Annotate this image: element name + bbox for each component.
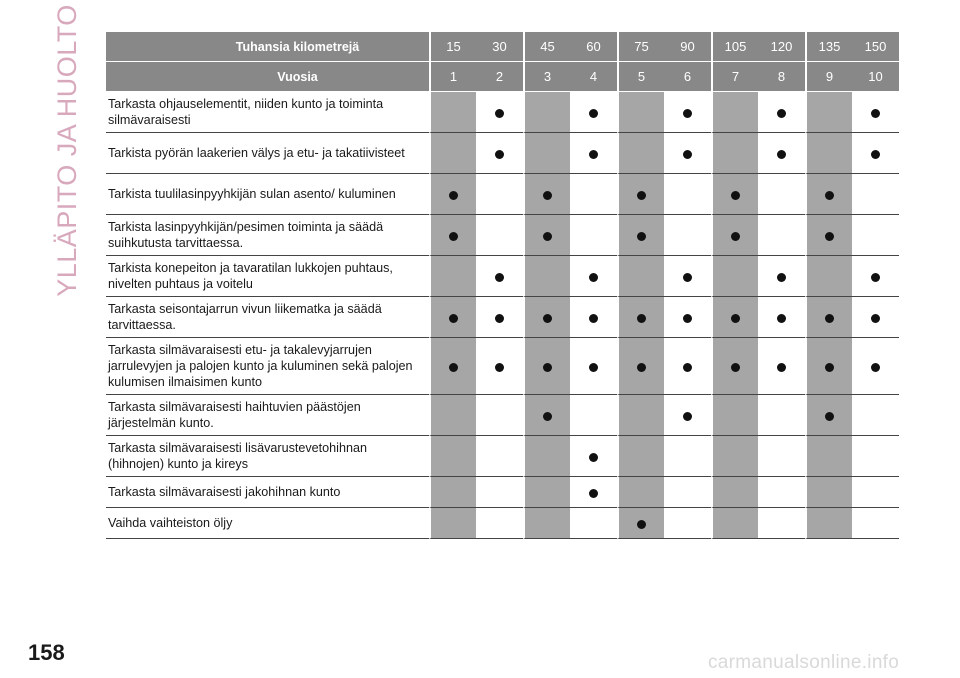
- scheduled-mark-icon: [637, 520, 646, 529]
- interval-cell: [429, 436, 476, 477]
- row-description: Tarkasta ohjauselementit, niiden kunto ja toiminta silmävaraisesti: [106, 92, 429, 133]
- header-km-cell: 150: [852, 32, 899, 62]
- interval-cell: [570, 174, 617, 215]
- interval-cell: [664, 133, 711, 174]
- table-row: [106, 215, 899, 256]
- header-year-cell: 4: [570, 62, 617, 92]
- interval-cell: [570, 133, 617, 174]
- header-row-years: [106, 62, 899, 92]
- scheduled-mark-icon: [637, 191, 646, 200]
- header-year-cell: 9: [805, 62, 852, 92]
- interval-cell: [758, 92, 805, 133]
- interval-cell: [570, 256, 617, 297]
- interval-cell: [429, 256, 476, 297]
- interval-cell: [805, 133, 852, 174]
- page-number: 158: [28, 640, 65, 665]
- interval-cell: [476, 174, 523, 215]
- interval-cell: [852, 92, 899, 133]
- interval-cell: [476, 256, 523, 297]
- scheduled-mark-icon: [637, 314, 646, 323]
- interval-cell: [523, 508, 570, 539]
- interval-cell: [852, 297, 899, 338]
- interval-cell: [758, 436, 805, 477]
- interval-cell: [711, 477, 758, 508]
- interval-cell: [570, 395, 617, 436]
- interval-cell: [852, 338, 899, 395]
- scheduled-mark-icon: [825, 314, 834, 323]
- scheduled-mark-icon: [683, 109, 692, 118]
- interval-cell: [852, 256, 899, 297]
- scheduled-mark-icon: [825, 232, 834, 241]
- interval-cell: [711, 508, 758, 539]
- header-year-cell: 10: [852, 62, 899, 92]
- interval-cell: [711, 133, 758, 174]
- interval-cell: [476, 477, 523, 508]
- interval-cell: [758, 133, 805, 174]
- header-km-cell: 75: [617, 32, 664, 62]
- row-description: Tarkasta silmävaraisesti lisävarustevetohihnan (hihnojen) kunto ja kireys: [106, 436, 429, 477]
- scheduled-mark-icon: [589, 109, 598, 118]
- interval-cell: [617, 133, 664, 174]
- interval-cell: [523, 338, 570, 395]
- table-row: [106, 477, 899, 508]
- interval-cell: [429, 395, 476, 436]
- interval-cell: [617, 92, 664, 133]
- interval-cell: [852, 477, 899, 508]
- scheduled-mark-icon: [683, 273, 692, 282]
- interval-cell: [523, 133, 570, 174]
- row-description: Vaihda vaihteiston öljy: [106, 508, 429, 539]
- interval-cell: [429, 174, 476, 215]
- header-km-cell: 90: [664, 32, 711, 62]
- interval-cell: [805, 508, 852, 539]
- scheduled-mark-icon: [683, 412, 692, 421]
- scheduled-mark-icon: [777, 150, 786, 159]
- interval-cell: [617, 174, 664, 215]
- scheduled-mark-icon: [495, 109, 504, 118]
- scheduled-mark-icon: [871, 273, 880, 282]
- interval-cell: [523, 297, 570, 338]
- interval-cell: [570, 92, 617, 133]
- interval-cell: [758, 508, 805, 539]
- interval-cell: [570, 338, 617, 395]
- interval-cell: [617, 477, 664, 508]
- scheduled-mark-icon: [825, 363, 834, 372]
- scheduled-mark-icon: [589, 273, 598, 282]
- scheduled-mark-icon: [449, 232, 458, 241]
- interval-cell: [570, 477, 617, 508]
- scheduled-mark-icon: [683, 314, 692, 323]
- interval-cell: [805, 256, 852, 297]
- table-row: [106, 256, 899, 297]
- table-row: [106, 297, 899, 338]
- scheduled-mark-icon: [825, 412, 834, 421]
- interval-cell: [617, 508, 664, 539]
- scheduled-mark-icon: [777, 273, 786, 282]
- header-years-label: Vuosia: [106, 62, 429, 92]
- interval-cell: [617, 215, 664, 256]
- interval-cell: [805, 92, 852, 133]
- interval-cell: [805, 395, 852, 436]
- interval-cell: [711, 174, 758, 215]
- interval-cell: [617, 256, 664, 297]
- row-description: Tarkasta silmävaraisesti etu- ja takalevyjarrujen jarrulevyjen ja palojen kunto ja kuluminen sekä palojen kulumisen ilmaisimen kunto: [106, 338, 429, 395]
- scheduled-mark-icon: [543, 314, 552, 323]
- header-row-kilometers: [106, 32, 899, 62]
- header-year-cell: 5: [617, 62, 664, 92]
- row-description: Tarkasta silmävaraisesti haihtuvien päästöjen järjestelmän kunto.: [106, 395, 429, 436]
- scheduled-mark-icon: [871, 363, 880, 372]
- interval-cell: [523, 174, 570, 215]
- header-year-cell: 2: [476, 62, 523, 92]
- scheduled-mark-icon: [683, 150, 692, 159]
- interval-cell: [805, 215, 852, 256]
- interval-cell: [805, 338, 852, 395]
- interval-cell: [476, 297, 523, 338]
- table-row: [106, 174, 899, 215]
- section-title-text: YLLÄPITO JA HUOLTO: [51, 3, 82, 297]
- interval-cell: [429, 92, 476, 133]
- row-description: Tarkista lasinpyyhkijän/pesimen toiminta ja säädä suihkutusta tarvittaessa.: [106, 215, 429, 256]
- header-km-cell: 45: [523, 32, 570, 62]
- interval-cell: [523, 256, 570, 297]
- scheduled-mark-icon: [495, 150, 504, 159]
- interval-cell: [476, 92, 523, 133]
- interval-cell: [711, 256, 758, 297]
- interval-cell: [711, 395, 758, 436]
- header-km-cell: 135: [805, 32, 852, 62]
- interval-cell: [852, 508, 899, 539]
- row-description: Tarkasta silmävaraisesti jakohihnan kunto: [106, 477, 429, 508]
- table-row: [106, 338, 899, 395]
- scheduled-mark-icon: [543, 191, 552, 200]
- scheduled-mark-icon: [589, 150, 598, 159]
- interval-cell: [852, 436, 899, 477]
- header-km-cell: 60: [570, 32, 617, 62]
- table-row: [106, 92, 899, 133]
- scheduled-mark-icon: [777, 109, 786, 118]
- interval-cell: [852, 133, 899, 174]
- interval-cell: [758, 338, 805, 395]
- scheduled-mark-icon: [449, 314, 458, 323]
- scheduled-mark-icon: [637, 363, 646, 372]
- header-km-cell: 30: [476, 32, 523, 62]
- scheduled-mark-icon: [637, 232, 646, 241]
- interval-cell: [617, 297, 664, 338]
- interval-cell: [570, 436, 617, 477]
- interval-cell: [664, 297, 711, 338]
- scheduled-mark-icon: [589, 453, 598, 462]
- scheduled-mark-icon: [731, 314, 740, 323]
- scheduled-mark-icon: [731, 363, 740, 372]
- interval-cell: [429, 477, 476, 508]
- interval-cell: [664, 256, 711, 297]
- scheduled-mark-icon: [589, 363, 598, 372]
- header-km-cell: 105: [711, 32, 758, 62]
- interval-cell: [570, 297, 617, 338]
- interval-cell: [805, 174, 852, 215]
- header-year-cell: 1: [429, 62, 476, 92]
- interval-cell: [664, 215, 711, 256]
- interval-cell: [664, 92, 711, 133]
- interval-cell: [523, 436, 570, 477]
- schedule-body: [106, 92, 899, 539]
- interval-cell: [852, 215, 899, 256]
- scheduled-mark-icon: [731, 232, 740, 241]
- scheduled-mark-icon: [589, 489, 598, 498]
- scheduled-mark-icon: [683, 363, 692, 372]
- scheduled-mark-icon: [449, 363, 458, 372]
- interval-cell: [429, 338, 476, 395]
- interval-cell: [711, 215, 758, 256]
- scheduled-mark-icon: [543, 412, 552, 421]
- interval-cell: [805, 436, 852, 477]
- interval-cell: [523, 92, 570, 133]
- interval-cell: [476, 395, 523, 436]
- table-row: [106, 436, 899, 477]
- interval-cell: [617, 395, 664, 436]
- interval-cell: [429, 508, 476, 539]
- scheduled-mark-icon: [543, 232, 552, 241]
- interval-cell: [476, 508, 523, 539]
- interval-cell: [852, 174, 899, 215]
- interval-cell: [664, 174, 711, 215]
- interval-cell: [664, 338, 711, 395]
- interval-cell: [429, 133, 476, 174]
- scheduled-mark-icon: [495, 273, 504, 282]
- row-description: Tarkista konepeiton ja tavaratilan lukkojen puhtaus, nivelten puhtaus ja voitelu: [106, 256, 429, 297]
- watermark-text: carmanualsonline.info: [708, 652, 900, 673]
- section-side-title: [50, 3, 84, 297]
- row-description: Tarkasta seisontajarrun vivun liikematka ja säädä tarvittaessa.: [106, 297, 429, 338]
- header-year-cell: 6: [664, 62, 711, 92]
- interval-cell: [617, 436, 664, 477]
- scheduled-mark-icon: [825, 191, 834, 200]
- interval-cell: [664, 395, 711, 436]
- header-km-cell: 120: [758, 32, 805, 62]
- header-km-cell: 15: [429, 32, 476, 62]
- interval-cell: [476, 338, 523, 395]
- table-row: [106, 508, 899, 539]
- interval-cell: [476, 436, 523, 477]
- interval-cell: [429, 297, 476, 338]
- scheduled-mark-icon: [495, 314, 504, 323]
- header-km-label: Tuhansia kilometrejä: [106, 32, 429, 62]
- interval-cell: [570, 508, 617, 539]
- row-description: Tarkista tuulilasinpyyhkijän sulan asento/ kuluminen: [106, 174, 429, 215]
- interval-cell: [758, 215, 805, 256]
- scheduled-mark-icon: [449, 191, 458, 200]
- scheduled-mark-icon: [543, 363, 552, 372]
- scheduled-mark-icon: [777, 314, 786, 323]
- interval-cell: [617, 338, 664, 395]
- interval-cell: [758, 477, 805, 508]
- interval-cell: [523, 477, 570, 508]
- interval-cell: [570, 215, 617, 256]
- interval-cell: [805, 297, 852, 338]
- interval-cell: [523, 395, 570, 436]
- interval-cell: [664, 508, 711, 539]
- maintenance-schedule-table: [106, 32, 899, 539]
- table-row: [106, 133, 899, 174]
- header-year-cell: 3: [523, 62, 570, 92]
- interval-cell: [805, 477, 852, 508]
- scheduled-mark-icon: [495, 363, 504, 372]
- interval-cell: [429, 215, 476, 256]
- table-row: [106, 395, 899, 436]
- header-year-cell: 7: [711, 62, 758, 92]
- scheduled-mark-icon: [871, 150, 880, 159]
- interval-cell: [711, 92, 758, 133]
- row-description: Tarkista pyörän laakerien välys ja etu- ja takatiivisteet: [106, 133, 429, 174]
- interval-cell: [758, 256, 805, 297]
- interval-cell: [711, 297, 758, 338]
- interval-cell: [664, 436, 711, 477]
- scheduled-mark-icon: [871, 314, 880, 323]
- interval-cell: [758, 297, 805, 338]
- header-year-cell: 8: [758, 62, 805, 92]
- scheduled-mark-icon: [777, 363, 786, 372]
- interval-cell: [711, 338, 758, 395]
- interval-cell: [852, 395, 899, 436]
- scheduled-mark-icon: [731, 191, 740, 200]
- interval-cell: [476, 133, 523, 174]
- interval-cell: [711, 436, 758, 477]
- interval-cell: [664, 477, 711, 508]
- scheduled-mark-icon: [589, 314, 598, 323]
- interval-cell: [523, 215, 570, 256]
- scheduled-mark-icon: [871, 109, 880, 118]
- interval-cell: [758, 395, 805, 436]
- interval-cell: [476, 215, 523, 256]
- interval-cell: [758, 174, 805, 215]
